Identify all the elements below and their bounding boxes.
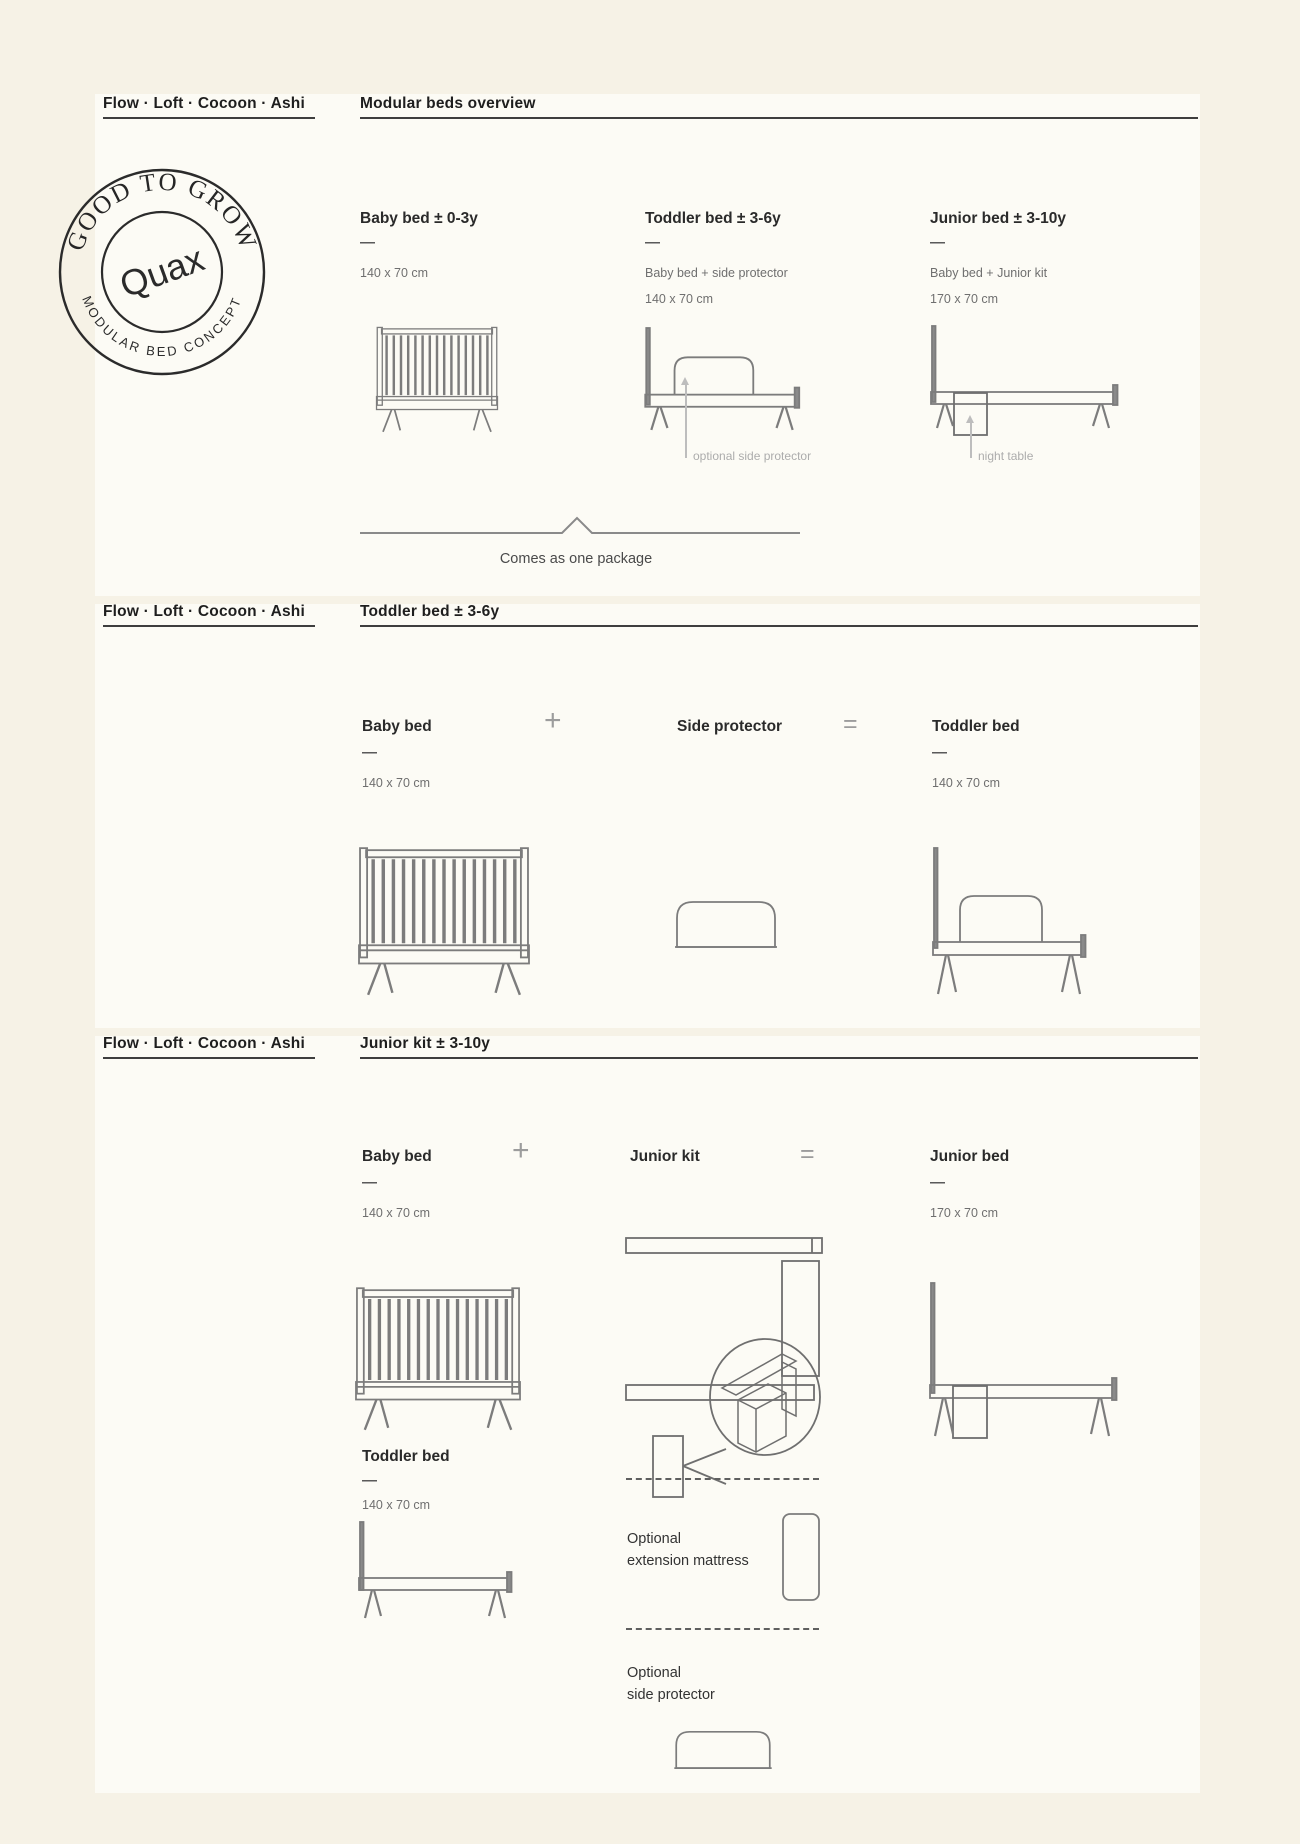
junior-bed-drawing (928, 324, 1124, 439)
s2-plus-operator: + (544, 704, 562, 737)
s2-sideprotector-label: Side protector (677, 718, 783, 735)
s3-juniorkit-label: Junior kit (630, 1148, 700, 1165)
package-brace (359, 512, 801, 536)
section1-title-rule (360, 117, 1198, 119)
s2-left-size: 140 x 70 cm (362, 776, 431, 790)
s1-col1-title: Baby bed ± 0-3y (360, 210, 478, 227)
s3-left-size: 140 x 70 cm (362, 1206, 431, 1220)
section3-title-rule (360, 1057, 1198, 1059)
s1-col3-note: Baby bed + Junior kit (930, 266, 1048, 280)
night-table-arrow-icon (966, 415, 974, 423)
divider-dashed-bottom (626, 1628, 819, 1630)
s3-toddler-dash: — (362, 1472, 377, 1489)
s2-toddler-bed-drawing (930, 846, 1090, 998)
svg-text:MODULAR BED CONCEPT (79, 294, 245, 359)
s1-col2-title: Toddler bed ± 3-6y (645, 210, 781, 227)
kit-connector-block (653, 1436, 683, 1497)
s1-col3-dash: — (930, 234, 945, 251)
section3-nav: Flow · Loft · Cocoon · Ashi (103, 1035, 305, 1052)
optional-protector-label-line1: Optional (627, 1665, 682, 1681)
s3-right-dash: — (930, 1174, 945, 1191)
optional-mattress-label-line2: extension mattress (627, 1553, 749, 1569)
section1-nav-rule (103, 117, 315, 119)
s3-equals-operator: = (800, 1140, 815, 1168)
s2-toddlerbed-label: Toddler bed (932, 718, 1020, 735)
s3-junior-bed-drawing (927, 1281, 1123, 1439)
s2-left-dash: — (362, 744, 377, 761)
optional-protector-label-line2: side protector (627, 1687, 715, 1703)
section3-title: Junior kit ± 3-10y (360, 1035, 491, 1052)
section2-title: Toddler bed ± 3-6y (360, 603, 500, 620)
night-table-pointer-line (970, 423, 972, 458)
junior-kit-parts-drawing (610, 1228, 855, 1518)
s1-col1-size: 140 x 70 cm (360, 266, 429, 280)
extension-mattress-drawing (781, 1512, 821, 1602)
optional-mattress-label-line1: Optional (627, 1531, 682, 1547)
divider-dashed-top (626, 1478, 819, 1480)
s3-juniorbed-label: Junior bed (930, 1148, 1010, 1165)
section2-nav-rule (103, 625, 315, 627)
s1-col1-dash: — (360, 234, 375, 251)
section2-title-rule (360, 625, 1198, 627)
s2-baby-bed-crib-drawing (358, 846, 530, 998)
s2-right-size: 140 x 70 cm (932, 776, 1001, 790)
kit-rail-top (626, 1238, 822, 1253)
s1-col2-dash: — (645, 234, 660, 251)
stamp-arc-top-text: GOOD TO GROW (62, 168, 262, 255)
s1-col3-size: 170 x 70 cm (930, 292, 999, 306)
s3-toddler-bed-frame-drawing (356, 1520, 518, 1622)
section1-nav: Flow · Loft · Cocoon · Ashi (103, 95, 305, 112)
s2-babybed-label: Baby bed (362, 718, 432, 735)
s1-col2-note: Baby bed + side protector (645, 266, 788, 280)
s3-right-size: 170 x 70 cm (930, 1206, 999, 1220)
side-protector-arrow-icon (681, 377, 689, 385)
s3-baby-bed-crib-drawing (355, 1281, 521, 1438)
s3-toddler-size: 140 x 70 cm (362, 1498, 431, 1512)
stamp-brand-text: Quax (114, 237, 210, 306)
good-to-grow-stamp-logo (56, 166, 268, 378)
s3-babybed-label: Baby bed (362, 1148, 432, 1165)
toddler-bed-drawing (642, 326, 804, 432)
s3-toddler-label: Toddler bed (362, 1448, 450, 1465)
optional-mattress-label (627, 1528, 749, 1572)
s3-left-dash: — (362, 1174, 377, 1191)
corner-joint-detail (722, 1354, 796, 1452)
side-protector-annotation: optional side protector (693, 449, 812, 463)
package-note: Comes as one package (499, 551, 653, 567)
section2-nav: Flow · Loft · Cocoon · Ashi (103, 603, 305, 620)
stamp-arc-bottom-text: MODULAR BED CONCEPT (79, 293, 245, 360)
kit-plank (782, 1261, 819, 1376)
s1-col2-size: 140 x 70 cm (645, 292, 714, 306)
side-protector-pointer-line (685, 385, 687, 458)
section3-nav-rule (103, 1057, 315, 1059)
baby-bed-crib-drawing (356, 326, 518, 434)
s1-col3-title: Junior bed ± 3-10y (930, 210, 1066, 227)
magnifier-circle (710, 1339, 820, 1455)
optional-protector-label (627, 1662, 715, 1706)
s2-equals-operator: = (843, 710, 858, 738)
night-table-annotation: night table (978, 449, 1034, 463)
optional-side-protector-drawing (672, 1728, 774, 1770)
s3-plus-operator: + (512, 1134, 530, 1167)
s2-right-dash: — (932, 744, 947, 761)
section1-title: Modular beds overview (360, 95, 536, 112)
s2-side-protector-drawing (674, 896, 778, 950)
